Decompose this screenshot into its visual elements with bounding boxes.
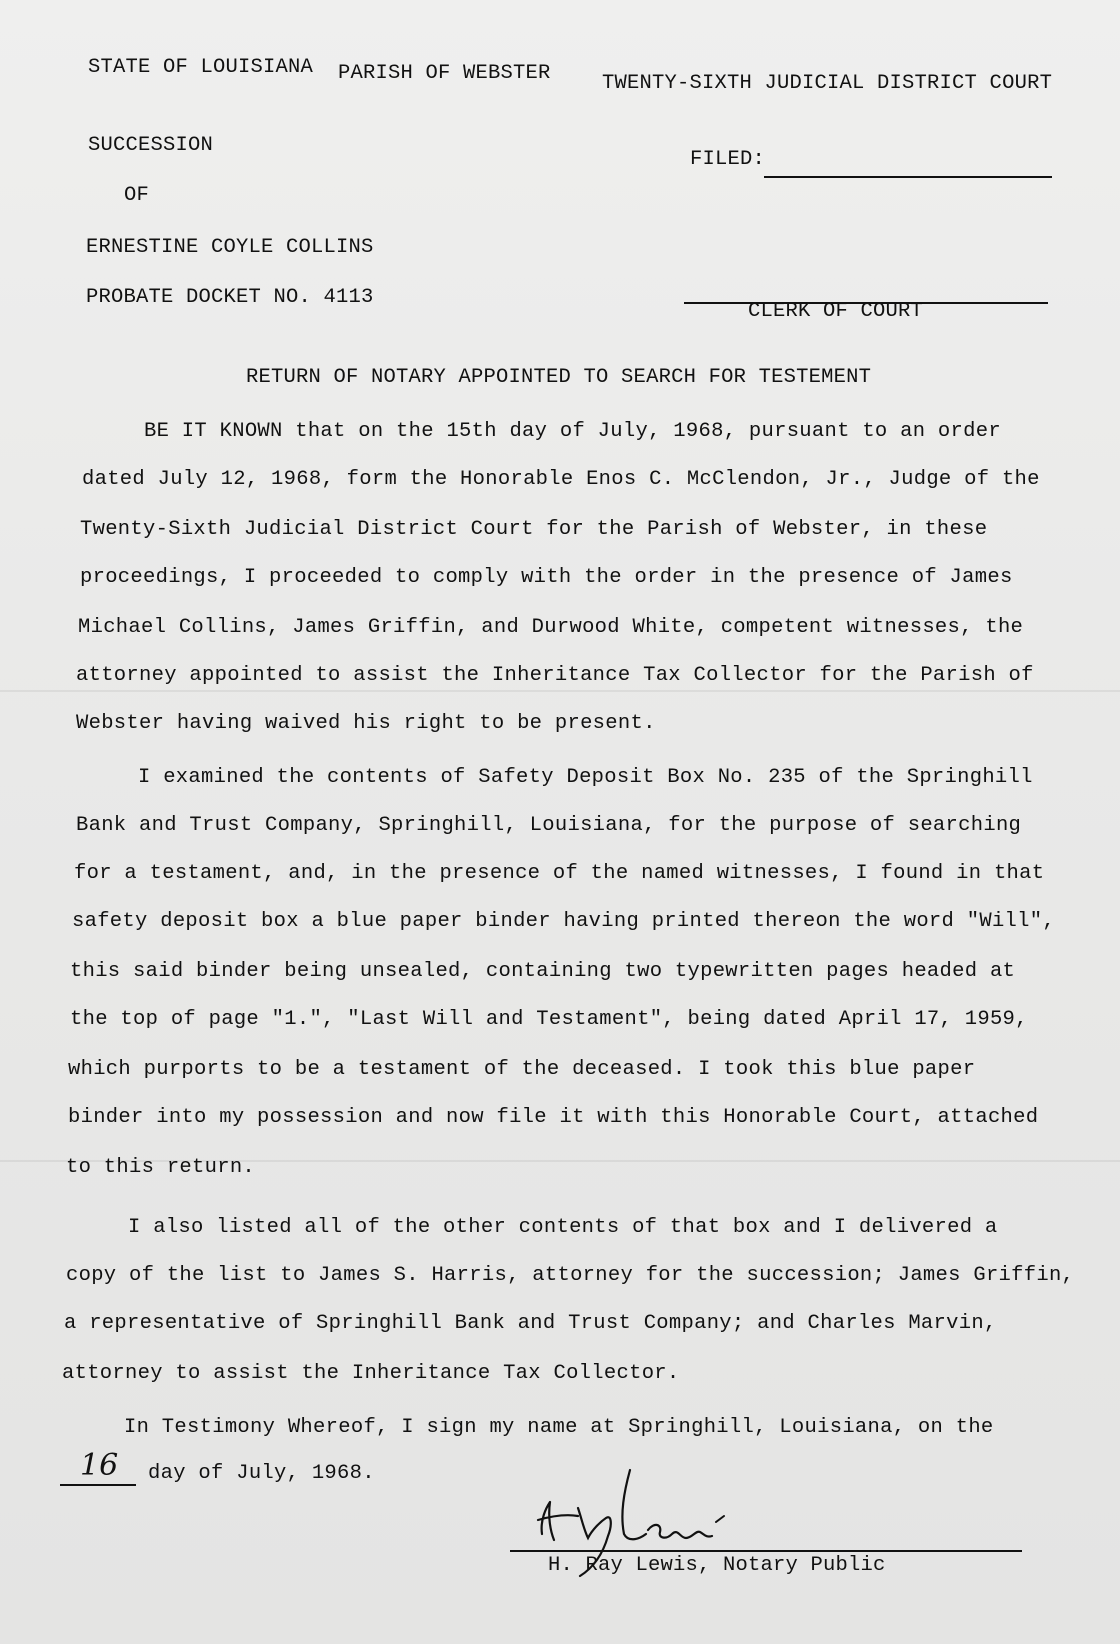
paragraph-2-line: safety deposit box a blue paper binder having printed thereon the word "Will", [72,910,1055,933]
caption-docket-number: PROBATE DOCKET NO. 4113 [86,286,374,309]
testimony-line: In Testimony Whereof, I sign my name at Springhill, Louisiana, on the [124,1416,994,1439]
header-state: STATE OF LOUISIANA [88,56,314,79]
clerk-of-court-label: CLERK OF COURT [748,300,924,323]
signer-name: H. Ray Lewis, Notary Public [548,1554,886,1577]
paragraph-2-line: the top of page "1.", "Last Will and Testament", being dated April 17, 1959, [70,1008,1028,1031]
paragraph-3-line: attorney to assist the Inheritance Tax Collector. [62,1362,680,1385]
filed-blank-line [764,176,1052,178]
paragraph-2-line: this said binder being unsealed, containing two typewritten pages headed at [70,960,1016,983]
paragraph-1-line: Michael Collins, James Griffin, and Durwood White, competent witnesses, the [78,616,1024,639]
handwritten-day: 16 [80,1448,119,1483]
paragraph-2-line: binder into my possession and now file it with this Honorable Court, attached [68,1106,1039,1129]
header-parish: PARISH OF WEBSTER [338,62,551,85]
paragraph-2-line: I examined the contents of Safety Deposit Box No. 235 of the Springhill [138,766,1033,789]
paragraph-1-line: Twenty-Sixth Judicial District Court for the Parish of Webster, in these [80,518,988,541]
paper-crease [0,690,1120,692]
paragraph-2-line: Bank and Trust Company, Springhill, Louisiana, for the purpose of searching [76,814,1022,837]
paragraph-1-line: BE IT KNOWN that on the 15th day of July, 1968, pursuant to an order [144,420,1001,443]
paragraph-3-line: I also listed all of the other contents of that box and I delivered a [128,1216,998,1239]
paragraph-3-line: copy of the list to James S. Harris, attorney for the succession; James Griffin, [66,1264,1075,1287]
paragraph-1-line: dated July 12, 1968, form the Honorable Enos C. McClendon, Jr., Judge of the [82,468,1040,491]
caption-decedent-name: ERNESTINE COYLE COLLINS [86,236,374,259]
caption-of: OF [124,184,150,207]
paragraph-1-line: proceedings, I proceeded to comply with the order in the presence of James [80,566,1013,589]
header-court: TWENTY-SIXTH JUDICIAL DISTRICT COURT [602,72,1053,95]
signature-line [510,1550,1022,1552]
document-title: RETURN OF NOTARY APPOINTED TO SEARCH FOR TESTEMENT [246,366,872,389]
paragraph-2-line: to this return. [66,1156,256,1179]
caption-succession: SUCCESSION [88,134,214,157]
paragraph-1-line: Webster having waived his right to be present. [76,712,656,735]
day-blank-line [60,1484,136,1486]
paragraph-2-line: for a testament, and, in the presence of the named witnesses, I found in that [74,862,1045,885]
paragraph-3-line: a representative of Springhill Bank and Trust Company; and Charles Marvin, [64,1312,997,1335]
paragraph-1-line: attorney appointed to assist the Inheritance Tax Collector for the Parish of [76,664,1034,687]
testimony-date-line: day of July, 1968. [148,1462,375,1485]
filed-label: FILED: [690,148,766,171]
paragraph-2-line: which purports to be a testament of the deceased. I took this blue paper [68,1058,976,1081]
